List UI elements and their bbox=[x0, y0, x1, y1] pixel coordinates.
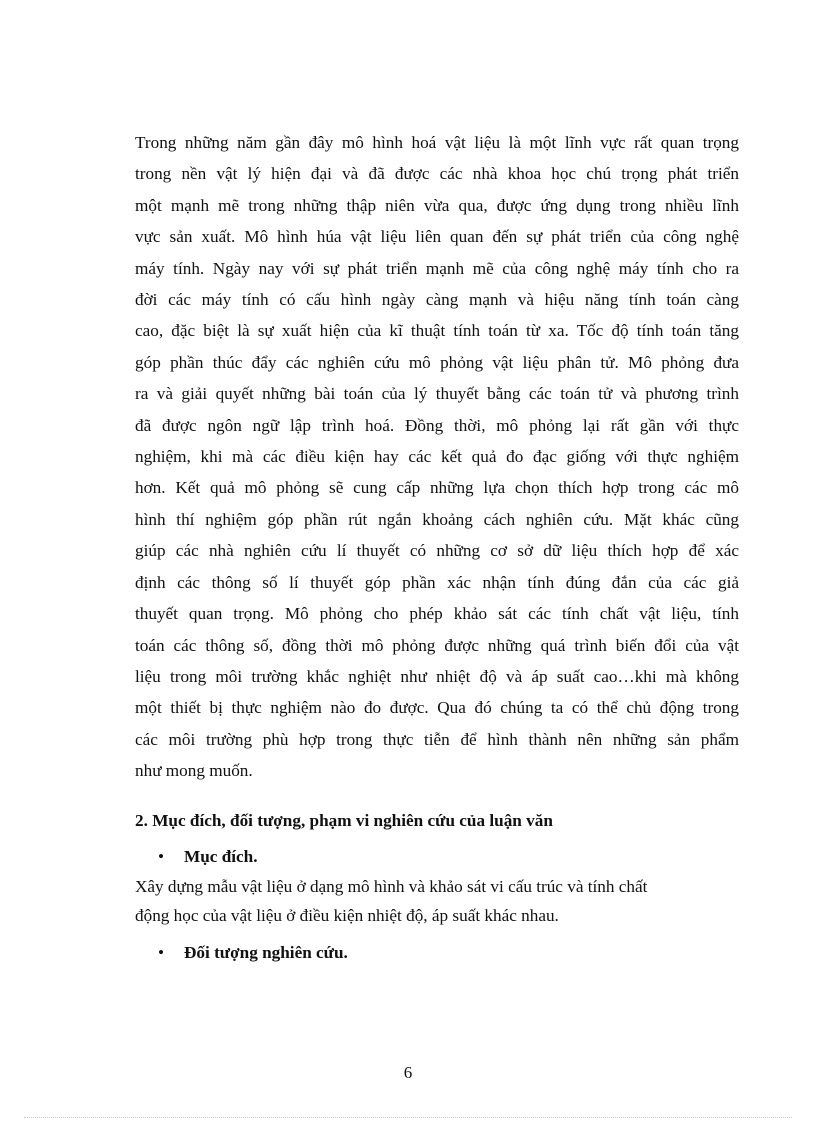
paragraph-line: đời các máy tính có cấu hình ngày càng mạnh và hiệu năng tính toán càng bbox=[135, 290, 739, 310]
bullet-icon: • bbox=[158, 847, 165, 866]
paragraph-line: Trong những năm gần đây mô hình hoá vật liệu là một lĩnh vực rất quan trọng bbox=[135, 133, 739, 152]
intro-paragraph bbox=[135, 127, 739, 787]
paragraph-line: đã được ngôn ngữ lập trình hoá. Đồng thời, mô phỏng lại rất gần với thực bbox=[135, 415, 739, 435]
paragraph-line: máy tính. Ngày nay với sự phát triển mạnh mẽ của công nghệ máy tính cho ra bbox=[135, 258, 739, 278]
paragraph-line: một thiết bị thực nghiệm nào đo được. Qua đó chúng ta có thể chủ động trong bbox=[135, 698, 739, 718]
paragraph-line: một mạnh mẽ trong những thập niên vừa qua, được ứng dụng trong nhiều lĩnh bbox=[135, 195, 739, 215]
section-heading: 2. Mục đích, đối tượng, phạm vi nghiên cứu của luận văn bbox=[135, 811, 553, 830]
bullet-purpose bbox=[158, 843, 258, 871]
paragraph-line: toán các thông số, đồng thời mô phỏng được những quá trình biến đổi của vật bbox=[135, 635, 739, 655]
bullet-object bbox=[158, 939, 348, 967]
paragraph-line: góp phần thúc đẩy các nghiên cứu mô phỏng vật liệu phân tử. Mô phỏng đưa bbox=[135, 352, 739, 372]
paragraph-line: trong nền vật lý hiện đại và đã được các nhà khoa học chú trọng phát triển bbox=[135, 164, 739, 184]
bullet-icon: • bbox=[158, 943, 165, 962]
paragraph-line: hơn. Kết quả mô phỏng sẽ cung cấp những lựa chọn thích hợp trong các mô bbox=[135, 478, 739, 498]
paragraph-line: động học của vật liệu ở điều kiện nhiệt độ, áp suất khác nhau. bbox=[135, 906, 559, 925]
footer-divider bbox=[24, 1117, 792, 1118]
paragraph-line: nghiệm, khi mà các điều kiện hay các kết quả đo đạc giống với thực nghiệm bbox=[135, 447, 739, 467]
paragraph-line: thuyết quan trọng. Mô phỏng cho phép khảo sát các tính chất vật liệu, tính bbox=[135, 604, 739, 624]
paragraph-line: cao, đặc biệt là sự xuất hiện của kĩ thuật tính toán từ xa. Tốc độ tính toán tăng bbox=[135, 321, 739, 341]
paragraph-line: các môi trường phù hợp trong thực tiễn để hình thành nên những sản phẩm bbox=[135, 729, 739, 749]
paragraph-line: giúp các nhà nghiên cứu lí thuyết có những cơ sở dữ liệu thích hợp để xác bbox=[135, 541, 739, 561]
purpose-paragraph bbox=[135, 872, 739, 930]
page-number: 6 bbox=[403, 1063, 413, 1082]
paragraph-line: định các thông số lí thuyết góp phần xác nhận tính đúng đắn của các giả bbox=[135, 572, 739, 592]
bullet-label: Mục đích. bbox=[184, 847, 258, 866]
paragraph-line: ra và giải quyết những bài toán của lý thuyết bằng các toán tử và phương trình bbox=[135, 384, 739, 404]
paragraph-line: như mong muốn. bbox=[135, 761, 253, 781]
paragraph-line: liệu trong môi trường khắc nghiệt như nhiệt độ và áp suất cao…khi mà không bbox=[135, 666, 739, 686]
paragraph-line: vực sản xuất. Mô hình húa vật liệu liên quan đến sự phát triển của công nghệ bbox=[135, 227, 739, 247]
paragraph-line: hình thí nghiệm góp phần rút ngắn khoảng cách nghiên cứu. Mặt khác cũng bbox=[135, 509, 739, 529]
paragraph-line: Xây dựng mẫu vật liệu ở dạng mô hình và khảo sát vi cấu trúc và tính chất bbox=[135, 877, 648, 896]
bullet-label: Đối tượng nghiên cứu. bbox=[184, 943, 348, 962]
